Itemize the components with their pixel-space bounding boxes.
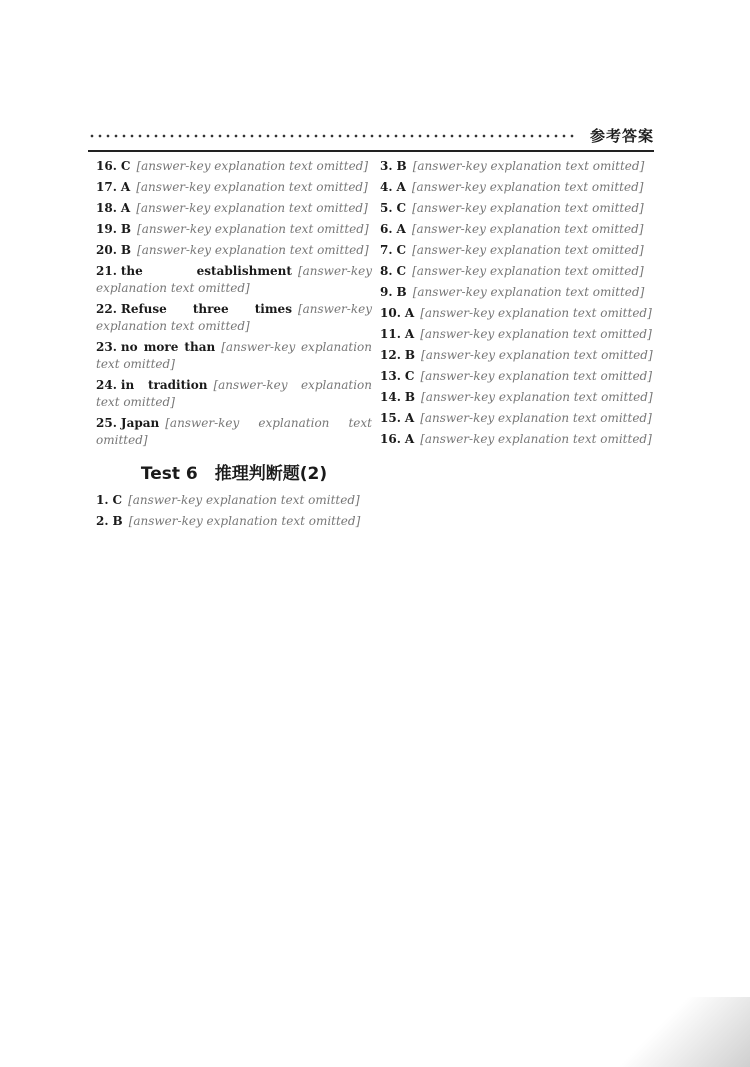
entry-answer: A [404, 327, 415, 341]
entry-number: 1. [96, 493, 109, 507]
entry-explanation-placeholder: [answer-key explanation text omitted] [136, 201, 368, 215]
entry-number: 15. [380, 411, 401, 425]
entry-answer: B [120, 243, 132, 257]
entry-explanation-placeholder: [answer-key explanation text omitted] [411, 222, 644, 236]
entry-explanation-placeholder: [answer-key explanation text omitted] [96, 378, 372, 409]
entry-number: 2. [96, 514, 109, 528]
answer-entry [96, 221, 372, 238]
answer-entry [380, 263, 656, 280]
entry-explanation-placeholder: [answer-key explanation text omitted] [137, 222, 369, 236]
entry-answer: Refuse three times [120, 302, 292, 316]
entry-answer: no more than [120, 340, 216, 354]
answer-entry [380, 284, 656, 301]
answer-entry [96, 179, 372, 196]
entry-explanation-placeholder: [answer-key explanation text omitted] [412, 264, 644, 278]
answer-entry [380, 389, 656, 406]
answer-entry [96, 339, 372, 373]
header-title: 参考答案 [589, 127, 654, 145]
answer-entry [380, 221, 656, 238]
entry-answer: B [396, 285, 407, 299]
entry-answer: B [396, 159, 407, 173]
entry-number: 23. [96, 340, 117, 354]
entry-answer: A [396, 180, 406, 194]
entry-number: 3. [380, 159, 393, 173]
entry-explanation-placeholder: [answer-key explanation text omitted] [412, 159, 645, 173]
entry-explanation-placeholder: [answer-key explanation text omitted] [136, 180, 368, 194]
entry-answer: A [396, 222, 406, 236]
entry-number: 12. [380, 348, 401, 362]
page-corner-shadow [600, 997, 750, 1067]
answer-entry [96, 492, 372, 509]
entry-number: 14. [380, 390, 401, 404]
entry-answer: B [404, 348, 416, 362]
entry-number: 13. [380, 369, 401, 383]
entry-explanation-placeholder: [answer-key explanation text omitted] [411, 180, 644, 194]
entry-explanation-placeholder: [answer-key explanation text omitted] [96, 264, 372, 295]
entry-explanation-placeholder: [answer-key explanation text omitted] [420, 327, 652, 341]
entry-number: 5. [380, 201, 393, 215]
section-title: Test 6 推理判断题(2) [140, 464, 328, 484]
answer-entry [380, 200, 656, 217]
entry-number: 17. [96, 180, 117, 194]
entry-number: 6. [380, 222, 393, 236]
answer-entry [380, 368, 656, 385]
entry-number: 9. [380, 285, 393, 299]
entry-explanation-placeholder: [answer-key explanation text omitted] [412, 243, 644, 257]
entry-number: 21. [96, 264, 117, 278]
entry-number: 16. [96, 159, 117, 173]
left-column [96, 158, 372, 534]
entry-answer: C [396, 201, 407, 215]
entry-answer: C [120, 159, 131, 173]
answer-entry [380, 431, 656, 448]
entry-explanation-placeholder: [answer-key explanation text omitted] [421, 390, 653, 404]
answer-entry [380, 410, 656, 427]
entry-explanation-placeholder: [answer-key explanation text omitted] [137, 243, 369, 257]
entry-number: 4. [380, 180, 393, 194]
entry-answer: B [404, 390, 416, 404]
entry-number: 18. [96, 201, 117, 215]
left-entry-list [96, 158, 372, 449]
answer-entry [96, 200, 372, 217]
entry-number: 10. [380, 306, 401, 320]
entry-number: 25. [96, 416, 117, 430]
entry-number: 16. [380, 432, 401, 446]
answer-entry [96, 377, 372, 411]
entry-answer: A [120, 180, 131, 194]
entry-number: 7. [380, 243, 393, 257]
answer-entry [96, 242, 372, 259]
entry-explanation-placeholder: [answer-key explanation text omitted] [96, 302, 372, 333]
answer-entry [380, 179, 656, 196]
entry-answer: C [404, 369, 415, 383]
answer-entry [96, 158, 372, 175]
right-column [380, 158, 656, 452]
answer-entry [96, 263, 372, 297]
entry-explanation-placeholder: [answer-key explanation text omitted] [420, 306, 652, 320]
entry-answer: in tradition [120, 378, 208, 392]
entry-explanation-placeholder: [answer-key explanation text omitted] [420, 432, 652, 446]
entry-explanation-placeholder: [answer-key explanation text omitted] [96, 416, 372, 447]
entry-answer: C [112, 493, 123, 507]
entry-answer: A [120, 201, 131, 215]
entry-explanation-placeholder: [answer-key explanation text omitted] [421, 348, 653, 362]
entry-explanation-placeholder: [answer-key explanation text omitted] [420, 369, 653, 383]
entry-number: 8. [380, 264, 393, 278]
answer-entry [380, 242, 656, 259]
entry-answer: A [404, 411, 415, 425]
header-dotted-line [88, 133, 576, 139]
right-entry-list [380, 158, 656, 448]
entry-answer: the establishment [120, 264, 292, 278]
entry-number: 19. [96, 222, 117, 236]
answer-entry [380, 158, 656, 175]
left-after-entry-list [96, 492, 372, 530]
answer-entry [96, 415, 372, 449]
entry-explanation-placeholder: [answer-key explanation text omitted] [412, 201, 644, 215]
entry-explanation-placeholder: [answer-key explanation text omitted] [96, 340, 372, 371]
answer-entry [380, 326, 656, 343]
entry-explanation-placeholder: [answer-key explanation text omitted] [420, 411, 652, 425]
entry-explanation-placeholder: [answer-key explanation text omitted] [128, 493, 360, 507]
page-header [88, 118, 654, 146]
entry-number: 20. [96, 243, 117, 257]
entry-explanation-placeholder: [answer-key explanation text omitted] [128, 514, 361, 528]
answer-entry [380, 305, 656, 322]
answer-entry [96, 301, 372, 335]
entry-answer: A [404, 432, 415, 446]
answer-entry [380, 347, 656, 364]
answer-entry [96, 513, 372, 530]
entry-number: 24. [96, 378, 117, 392]
entry-answer: A [404, 306, 415, 320]
entry-answer: Japan [120, 416, 160, 430]
entry-number: 11. [380, 327, 401, 341]
entry-answer: B [112, 514, 123, 528]
header-rule [88, 150, 654, 152]
entry-answer: C [396, 243, 407, 257]
entry-answer: C [396, 264, 407, 278]
entry-answer: B [120, 222, 132, 236]
entry-explanation-placeholder: [answer-key explanation text omitted] [136, 159, 369, 173]
entry-number: 22. [96, 302, 117, 316]
entry-explanation-placeholder: [answer-key explanation text omitted] [412, 285, 645, 299]
